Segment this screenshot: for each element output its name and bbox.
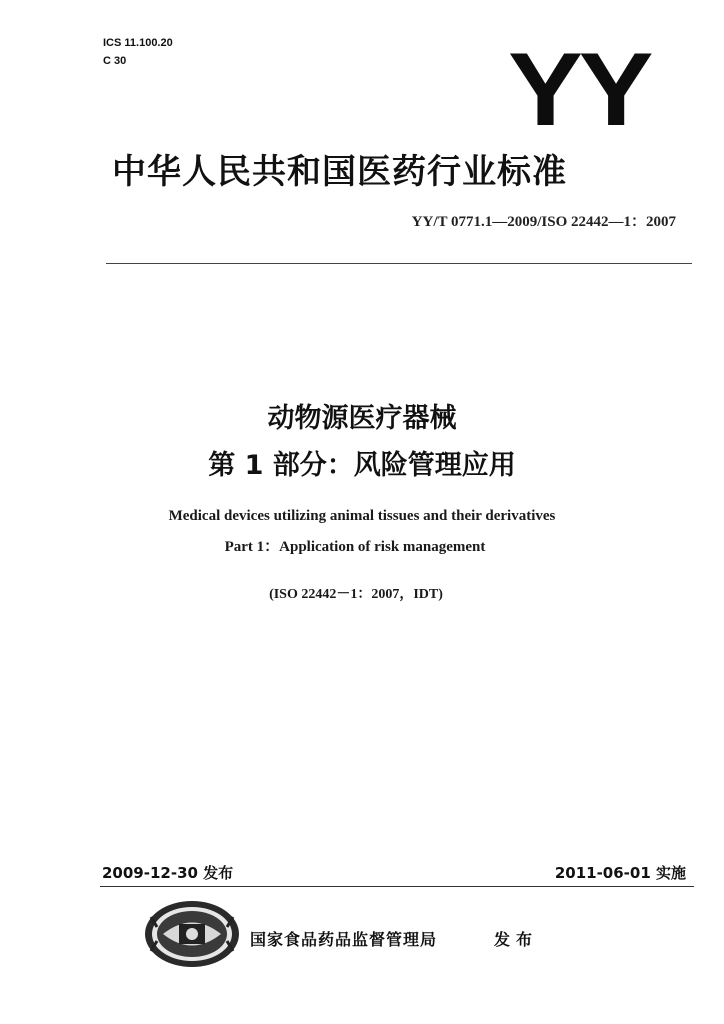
national-emblem-icon <box>143 897 241 969</box>
ics-code: ICS 11.100.20 <box>103 37 173 49</box>
standard-type-title: 中华人民共和国医药行业标准 <box>112 152 567 192</box>
document-title-cn-line2: 第 1 部分：风险管理应用 <box>208 450 516 481</box>
footer-divider <box>100 886 694 887</box>
document-title-en-line2: Part 1：Application of risk management <box>224 539 486 555</box>
publish-date: 2009-12-30 发布 <box>102 864 234 882</box>
document-title-en-line1: Medical devices utilizing animal tissues and their derivatives <box>168 508 556 524</box>
effective-date: 2011-06-01 实施 <box>554 864 686 882</box>
standard-equivalence: (ISO 22442－1：2007，IDT) <box>269 587 443 602</box>
ccs-code: C 30 <box>103 55 127 67</box>
classification-codes <box>103 34 173 70</box>
document-title-cn-line1: 动物源医疗器械 <box>267 403 457 434</box>
standard-number: YY/T 0771.1—2009/ISO 22442—1：2007 <box>411 214 676 230</box>
yy-logo: YY <box>508 32 650 148</box>
header-divider <box>106 263 692 264</box>
issuing-authority: 国家食品药品监督管理局 <box>250 930 438 949</box>
issue-label: 发布 <box>494 930 539 949</box>
